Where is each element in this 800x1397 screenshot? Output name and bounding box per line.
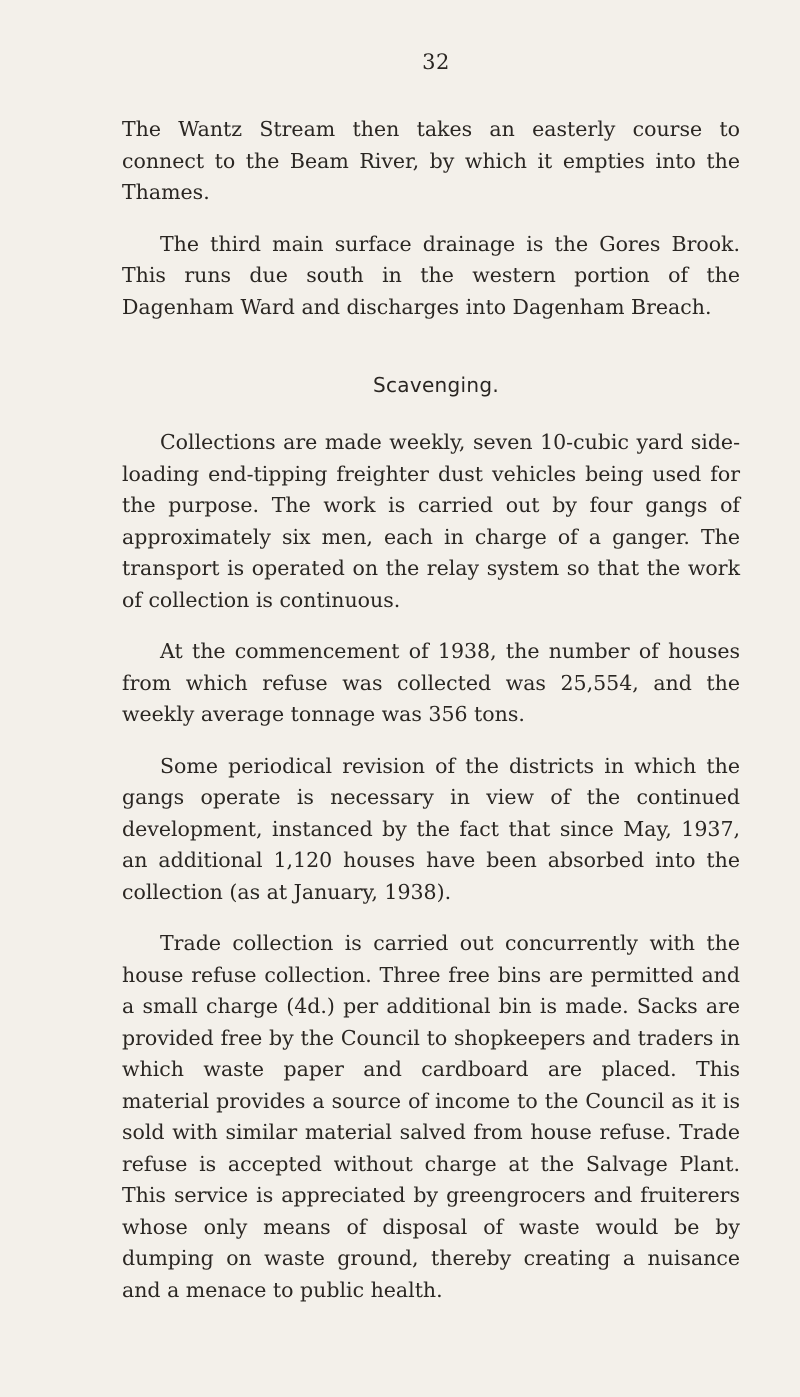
section-heading-scavenging: Scavenging. bbox=[372, 373, 500, 397]
paragraph-wantz-stream: The Wantz Stream then takes an easterly course to connect to the Beam River, by which it empties into the Thames. bbox=[122, 117, 740, 204]
paragraph-commencement-1938: At the commencement of 1938, the number of houses from which refuse was collected was 25,554, and the weekly average tonnage was 356 tons. bbox=[122, 639, 740, 726]
paragraph-collections: Collections are made weekly, seven 10-cubic yard side-loading end-tipping freighter dust vehicles being used for the purpose. The work is carried out by four gangs of approximately six men, each in charge of a ganger. The transport is operated on the relay system so that the work of collection is continuous. bbox=[122, 430, 740, 612]
paragraph-gores-brook: The third main surface drainage is the Gores Brook. This runs due south in the western portion of the Dagenham Ward and discharges into Dagenham Breach. bbox=[122, 231, 740, 319]
page-number: 32 bbox=[422, 50, 450, 74]
paragraph-trade-collection: Trade collection is carried out concurrently with the house refuse collection. Three free bins are permitted and a small charge (4d.) per additional bin is made. Sacks are provided free by the Council to shopkeepers and traders in which waste paper and cardboard are placed. This material provides a source of income to the Council as it is sold with similar material salved from house refuse. Trade refuse is accepted without charge at the Salvage Plant. This service is appreciated by greengrocers and fruiterers whose only means of disposal of waste would be by dumping on waste ground, thereby creating a nuisance and a menace to public health. bbox=[122, 931, 740, 1302]
paragraph-periodical-revision: Some periodical revision of the districts in which the gangs operate is necessary in view of the continued development, instanced by the fact that since May, 1937, an additional 1,120 houses have been absorbed into the collection (as at January, 1938). bbox=[122, 753, 740, 904]
